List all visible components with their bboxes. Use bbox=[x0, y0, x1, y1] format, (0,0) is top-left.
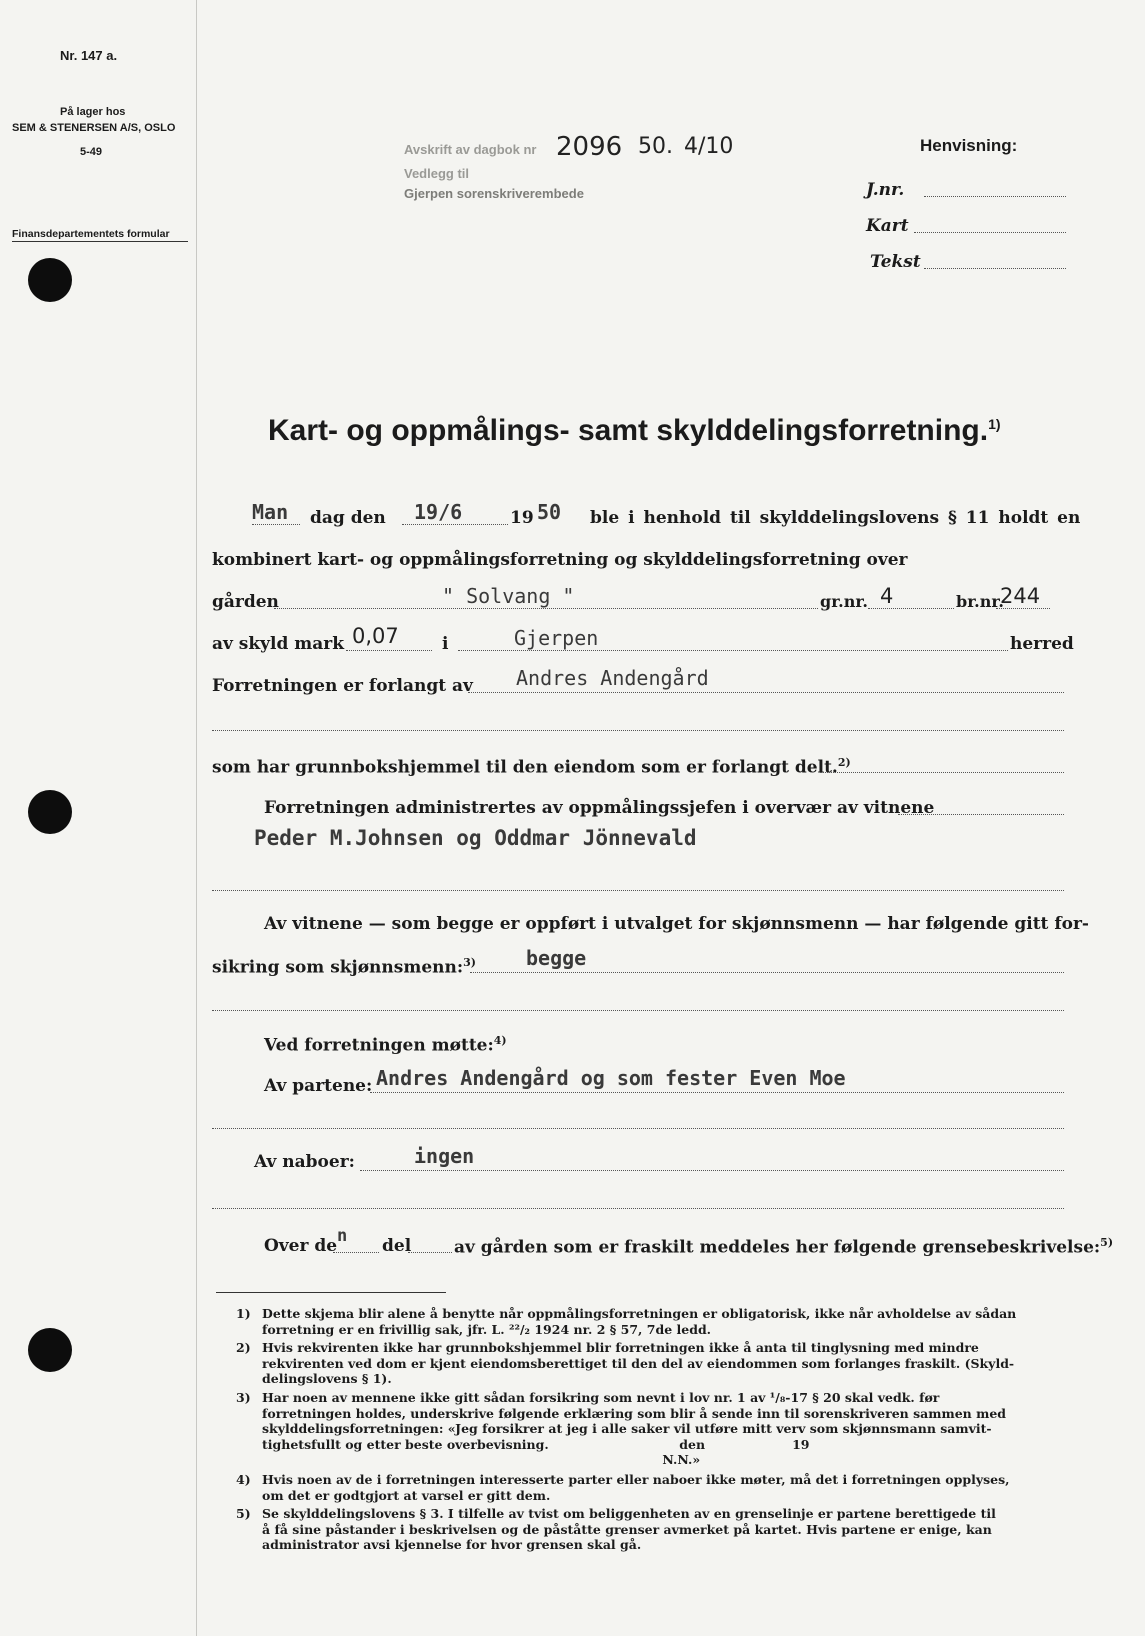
footnote-5-num: 5) bbox=[236, 1506, 251, 1521]
punch-hole-bottom bbox=[28, 1328, 72, 1372]
footnote-5-line: Se skylddelingslovens § 3. I tilfelle av tvist om beliggenheten av en grenselinje er partene berettigede til bbox=[262, 1506, 996, 1521]
boundary-ref: 5) bbox=[1100, 1236, 1114, 1249]
footnote-3-line: N.N.» bbox=[262, 1452, 701, 1467]
farm-value: " Solvang " bbox=[442, 584, 575, 608]
footnote-4-line: om det er godtgjort at varsel er gitt dem. bbox=[262, 1487, 551, 1503]
footnote-3-line: skylddelingsforretningen: «Jeg forsikrer at jeg i alle saker vil utføre mitt verv som skjønnsmann samvit- bbox=[262, 1421, 992, 1436]
footnote-3-line: tighetsfullt og etter beste overbevisning. den 19 bbox=[262, 1436, 810, 1452]
footnote-1-line: forretning er en frivillig sak, jfr. L. ²²/₂ 1924 nr. 2 § 57, 7de ledd. bbox=[262, 1321, 712, 1337]
neighbours-value: ingen bbox=[414, 1144, 475, 1168]
assurance-label: sikring som skjønnsmenn: bbox=[212, 957, 464, 978]
line2-text: kombinert kart- og oppmålingsforretning og skylddelingsforretning over bbox=[212, 550, 908, 570]
title-holder-field bbox=[820, 772, 1064, 773]
neighbours-label: Av naboer: bbox=[254, 1152, 355, 1172]
grnr-label: gr.nr. bbox=[820, 592, 868, 611]
admin-text: Forretningen administrertes av oppmålingssjefen i overvær av vitnene bbox=[264, 798, 935, 818]
form-title-text: Kart- og oppmålings- samt skylddelingsforretning. bbox=[268, 414, 989, 447]
parties-field bbox=[370, 1092, 1064, 1093]
date-value: 19/6 bbox=[414, 500, 463, 524]
footnote-3-line: Har noen av mennene ikke gitt sådan forsikring som nevnt i lov nr. 1 av ¹/₈-17 § 20 skal vedk. før bbox=[262, 1390, 940, 1405]
requested-field bbox=[468, 692, 1064, 693]
i-label: i bbox=[442, 634, 449, 654]
stamp-line-2: Vedlegg til bbox=[404, 166, 470, 181]
farm-field bbox=[274, 608, 818, 609]
tekst-field bbox=[924, 268, 1066, 269]
herred-field bbox=[458, 650, 1008, 651]
tekst-label: Tekst bbox=[870, 252, 921, 272]
assurance-line-1: Av vitnene — som begge er oppført i utvalget for skjønnsmenn — har følgende gitt for- bbox=[264, 914, 1089, 934]
footnote-1-num: 1) bbox=[236, 1306, 251, 1321]
reference-label: Henvisning: bbox=[920, 136, 1018, 155]
journal-date: 4/10 bbox=[684, 134, 734, 159]
kart-field bbox=[914, 232, 1066, 233]
skyld-value: 0,07 bbox=[352, 624, 399, 648]
footnote-2-num: 2) bbox=[236, 1340, 251, 1355]
date-code: 5-49 bbox=[80, 146, 103, 158]
neighbours-field-2 bbox=[212, 1208, 1064, 1209]
footnote-1-line: Dette skjema blir alene å benytte når oppmålingsforretningen er obligatorisk, ikke når avholdelse av sådan bbox=[262, 1306, 1017, 1321]
line1-rest: ble i henhold til skylddelingslovens § 11 holdt en bbox=[590, 508, 1081, 528]
over-label: Over de bbox=[264, 1236, 338, 1256]
attended-label-text: Ved forretningen møtte: bbox=[264, 1035, 494, 1056]
footnote-2-line: delingslovens § 1). bbox=[262, 1371, 392, 1386]
footnote-5-line: å få sine påstander i beskrivelsen og de påståtte grenser avmerket på kartet. Hvis partene er enige, kan bbox=[262, 1521, 992, 1537]
admin-field bbox=[898, 814, 1064, 815]
stamp-line-1: Avskrift av dagbok nr bbox=[404, 142, 537, 157]
jnr-label: J.nr. bbox=[866, 180, 905, 200]
parties-value: Andres Andengård og som fester Even Moe bbox=[376, 1066, 846, 1090]
footnote-1 bbox=[236, 1306, 1070, 1337]
footnote-5 bbox=[236, 1506, 1070, 1553]
assurance-field-2 bbox=[212, 1010, 1064, 1011]
date-field bbox=[402, 524, 508, 525]
requested-field-2 bbox=[212, 730, 1064, 731]
footnote-3-line: forretningen holdes, underskrive følgende erklæring som blir å sende inn til sorenskriveren sammen med bbox=[262, 1405, 1007, 1421]
stock-line-2: SEM & STENERSEN A/S, OSLO bbox=[12, 122, 176, 134]
witnesses-field bbox=[212, 890, 1064, 891]
footnote-separator bbox=[216, 1292, 446, 1293]
attended-label bbox=[264, 1034, 507, 1056]
parties-label: Av partene: bbox=[264, 1076, 373, 1096]
assurance-value: begge bbox=[526, 946, 587, 970]
journal-year: 50. bbox=[638, 134, 673, 159]
over-value: n bbox=[337, 1226, 348, 1246]
requested-label: Forretningen er forlangt av bbox=[212, 676, 473, 696]
footnote-3 bbox=[236, 1390, 1070, 1468]
skyld-label: av skyld mark bbox=[212, 634, 345, 654]
brnr-field bbox=[996, 608, 1050, 609]
form-title bbox=[268, 414, 1001, 448]
witnesses-value: Peder M.Johnsen og Oddmar Jönnevald bbox=[254, 826, 697, 850]
brnr-value: 244 bbox=[1000, 584, 1041, 608]
boundary-text bbox=[454, 1236, 1113, 1258]
assurance-field bbox=[470, 972, 1064, 973]
year-value: 50 bbox=[537, 500, 562, 524]
day-field bbox=[252, 524, 300, 525]
requested-value: Andres Andengård bbox=[516, 666, 709, 690]
grnr-value: 4 bbox=[880, 584, 894, 608]
parties-field-2 bbox=[212, 1128, 1064, 1129]
year-prefix: 19 bbox=[510, 508, 534, 528]
neighbours-field bbox=[360, 1170, 1064, 1171]
ministry-form-label: Finansdepartementets formular bbox=[12, 228, 170, 240]
title-holder-label: som har grunnbokshjemmel til den eiendom som er forlangt delt. bbox=[212, 757, 838, 778]
stamp-line-3: Gjerpen sorenskriverembede bbox=[404, 186, 584, 201]
footnote-4-line: Hvis noen av de i forretningen interesserte parter eller naboer ikke møter, må det i forretningen opplyses, bbox=[262, 1472, 1010, 1487]
farm-label: gården bbox=[212, 592, 279, 612]
punch-hole-middle bbox=[28, 790, 72, 834]
footnote-2-line: Hvis rekvirenten ikke har grunnbokshjemmel blir forretningen ikke å anta til tinglysning med mindre bbox=[262, 1340, 979, 1355]
title-holder-ref: 2) bbox=[837, 756, 851, 769]
herred-value: Gjerpen bbox=[514, 626, 599, 650]
del-label: del bbox=[382, 1236, 412, 1256]
grnr-field bbox=[868, 608, 954, 609]
journal-number: 2096 bbox=[556, 132, 623, 162]
skyld-field bbox=[346, 650, 432, 651]
footnote-5-line: administrator avsi kjennelse for hvor grensen skal gå. bbox=[262, 1537, 642, 1552]
day-label: dag den bbox=[310, 508, 386, 528]
assurance-line-2 bbox=[212, 956, 476, 978]
footnote-4 bbox=[236, 1472, 1070, 1503]
over-field bbox=[333, 1252, 379, 1253]
brnr-label: br.nr. bbox=[956, 592, 1004, 611]
form-title-footnote-ref: 1) bbox=[988, 416, 1001, 432]
stock-line-1: På lager hos bbox=[60, 106, 126, 118]
footnote-2-line: rekvirenten ved dom er kjent eiendomsberettiget til den del av eiendommen som forlanges fraskilt. (Skyld- bbox=[262, 1355, 1015, 1371]
boundary-label: av gården som er fraskilt meddeles her følgende grensebeskrivelse: bbox=[454, 1237, 1101, 1258]
kart-label: Kart bbox=[866, 216, 909, 236]
footnote-2 bbox=[236, 1340, 1070, 1387]
footnote-4-num: 4) bbox=[236, 1472, 251, 1487]
del-field bbox=[408, 1252, 452, 1253]
footnote-3-num: 3) bbox=[236, 1390, 251, 1405]
title-holder-text bbox=[212, 756, 851, 778]
herred-label: herred bbox=[1010, 634, 1074, 654]
punch-hole-top bbox=[28, 258, 72, 302]
assurance-ref: 3) bbox=[463, 956, 476, 969]
margin-rule bbox=[12, 241, 188, 242]
form-number: Nr. 147 a. bbox=[60, 48, 118, 63]
attended-ref: 4) bbox=[493, 1034, 507, 1047]
jnr-field bbox=[924, 196, 1066, 197]
day-value: Man bbox=[252, 500, 289, 524]
